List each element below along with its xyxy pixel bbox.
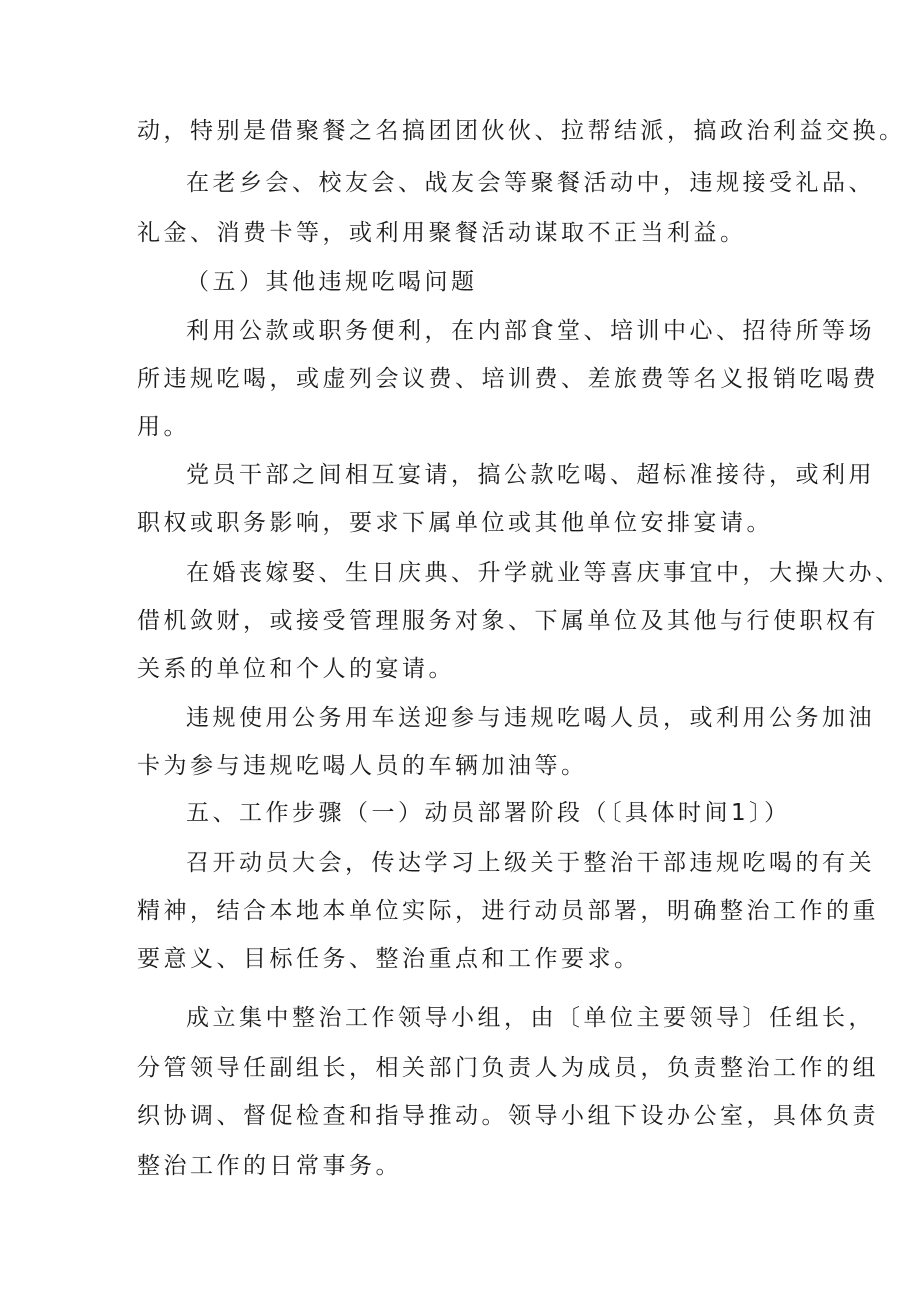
section-heading: （五）其他违规吃喝问题: [186, 269, 478, 295]
paragraph-line: 织协调、督促检查和指导推动。领导小组下设办公室，具体负责: [137, 1103, 879, 1129]
paragraph-line: 整治工作的日常事务。: [137, 1153, 402, 1179]
paragraph-line: 在婚丧嫁娶、生日庆典、升学就业等喜庆事宜中，大操大办、: [186, 560, 902, 586]
paragraph-line: 所违规吃喝，或虚列会议费、培训费、差旅费等名义报销吃喝费: [137, 366, 879, 392]
paragraph-line: 召开动员大会，传达学习上级关于整治干部违规吃喝的有关: [186, 850, 875, 876]
paragraph-line: 党员干部之间相互宴请，搞公款吃喝、超标准接待，或利用: [186, 462, 875, 488]
paragraph-line: 在老乡会、校友会、战友会等聚餐活动中，违规接受礼品、: [186, 170, 875, 196]
paragraph-line: 关系的单位和个人的宴请。: [137, 656, 455, 682]
paragraph-line: 精神，结合本地本单位实际，进行动员部署，明确整治工作的重: [137, 898, 879, 924]
paragraph-line: 分管领导任副组长，相关部门负责人为成员，负责整治工作的组: [137, 1055, 879, 1081]
section-heading: 五、工作步骤（一）动员部署阶段（〔具体时间1〕）: [186, 800, 791, 826]
paragraph-line: 利用公款或职务便利，在内部食堂、培训中心、招待所等场: [186, 318, 875, 344]
paragraph-line: 礼金、消费卡等，或利用聚餐活动谋取不正当利益。: [137, 220, 747, 246]
paragraph-line: 职权或职务影响，要求下属单位或其他单位安排宴请。: [137, 510, 773, 536]
paragraph-line: 成立集中整治工作领导小组，由〔单位主要领导〕任组长，: [186, 1005, 875, 1031]
paragraph-line: 用。: [137, 414, 190, 440]
paragraph-line: 动，特别是借聚餐之名搞团团伙伙、拉帮结派，搞政治利益交换。: [137, 118, 906, 144]
paragraph-line: 要意义、目标任务、整治重点和工作要求。: [137, 946, 641, 972]
paragraph-line: 卡为参与违规吃喝人员的车辆加油等。: [137, 753, 588, 779]
paragraph-line: 违规使用公务用车送迎参与违规吃喝人员，或利用公务加油: [186, 705, 875, 731]
paragraph-line: 借机敛财，或接受管理服务对象、下属单位及其他与行使职权有: [137, 608, 879, 634]
